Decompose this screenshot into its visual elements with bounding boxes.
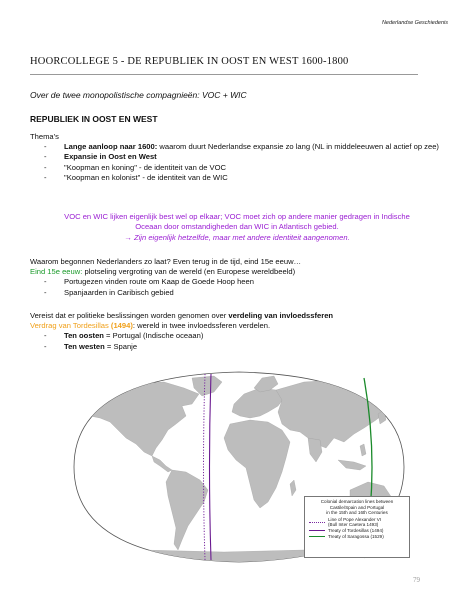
treaty-list — [30, 331, 450, 351]
page-title: HOORCOLLEGE 5 - DE REPUBLIEK IN OOST EN WEST 1600-1800 — [30, 56, 349, 67]
origin-item: - Spanjaarden in Caribisch gebied — [30, 288, 450, 298]
legend-swatch-green — [309, 536, 325, 537]
treaty-line: Verdrag van Tordesillas (1494): wereld in twee invloedssferen verdelen. — [30, 321, 271, 331]
note-line-3: → Zijn eigenlijk hetzelfde, maar met andere identiteit aangenomen. — [124, 232, 350, 242]
origin-question: Waarom begonnen Nederlanders zo laat? Even terug in de tijd, eind 15e eeuw… — [30, 257, 302, 266]
legend-row-saragossa: Treaty of Saragossa (1529) — [305, 534, 409, 540]
title-divider — [30, 74, 418, 75]
legend-row-pope: Line of Pope Alexander VI (Bull Inter Caetera 1493) — [305, 517, 409, 528]
section-heading: REPUBLIEK IN OOST EN WEST — [30, 114, 158, 124]
treaty-item: - Ten westen = Spanje — [30, 342, 450, 352]
origin-list — [30, 277, 450, 297]
legend-row-tordesillas: Treaty of Tordesillas (1494) — [305, 528, 409, 534]
themes-list — [30, 142, 450, 183]
note-line-1: VOC en WIC lijken eigenlijk best wel op elkaar; VOC moet zich op andere manier gedragen in Indische — [64, 212, 410, 221]
themes-label: Thema's — [30, 132, 59, 141]
treaty-block — [30, 311, 450, 352]
legend-swatch-purple — [309, 530, 325, 531]
origin-century: Eind 15e eeuw: plotseling vergroting van de wereld (en Europese wereldbeeld) — [30, 267, 296, 277]
treaty-item: - Ten oosten = Portugal (Indische oceaan) — [30, 331, 450, 341]
themes-block — [30, 132, 450, 183]
subtitle: Over de twee monopolistische compagnieën: VOC + WIC — [30, 90, 247, 100]
theme-item: - Expansie in Oost en West — [30, 152, 450, 162]
origin-item: - Portugezen vinden route om Kaap de Goede Hoop heen — [30, 277, 450, 287]
treaty-year: (1494) — [110, 321, 133, 331]
theme-item: - "Koopman en koning" - de identiteit van de VOC — [30, 163, 450, 173]
theme-item: - Lange aanloop naar 1600: waarom duurt Nederlandse expansie zo lang (NL in middeleeuwen al actief op zee) — [30, 142, 450, 152]
legend-swatch-dotted — [309, 522, 325, 523]
map-legend — [304, 496, 410, 558]
highlight-note — [30, 212, 444, 243]
world-map — [64, 368, 414, 566]
legend-title: Colonial demarcation lines between Castile/Spain and Portugal in the 15th and 16th Centuries — [320, 499, 394, 516]
theme-item: - "Koopman en kolonist" - de identiteit van de WIC — [30, 173, 450, 183]
page-number: 79 — [413, 576, 420, 584]
treaty-name: Verdrag van Tordesillas — [30, 321, 109, 331]
origin-block — [30, 257, 450, 298]
note-line-2: Oceaan door omstandigheden dan WIC in Atlantisch gebied. — [135, 222, 339, 232]
header-course: Nederlandse Geschiedenis — [381, 20, 448, 26]
treaty-intro: Vereist dat er politieke beslissingen worden genomen over verdeling van invloedssferen — [30, 311, 334, 320]
century-label: Eind 15e eeuw: — [30, 267, 83, 277]
